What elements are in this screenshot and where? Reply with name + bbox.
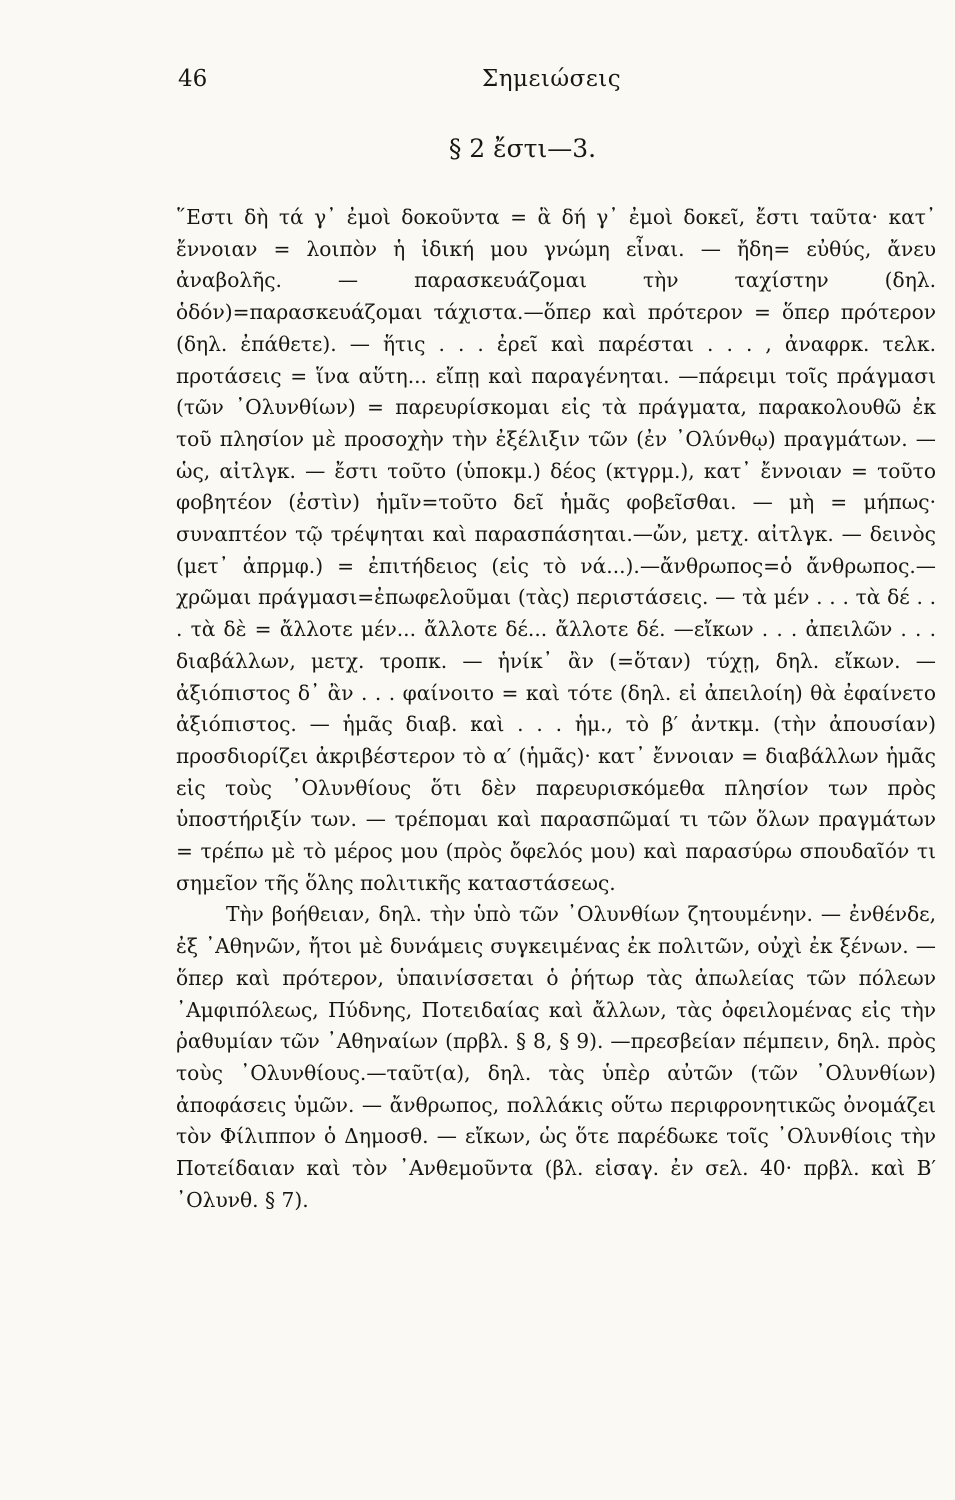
note-paragraph: Τὴν βοήθειαν, δηλ. τὴν ὑπὸ τῶν ᾿Ολυνθίων ζητουμένην. — ἐνθένδε, ἐξ ᾿Αθηνῶν, ἤτοι μὲ δυνάμεις συγκειμένας ἐκ πολιτῶν, οὐχὶ ἐκ ξένων. — ὅπερ καὶ πρότερον, ὑπαινίσσεται ὁ ῥήτωρ τὰς ἀπωλείας τῶν πόλεων ᾿Αμφιπόλεως, Πύδνης, Ποτειδαίας καὶ ἄλλων, τὰς ὀφειλομένας εἰς τὴν ῥαθυμίαν τῶν ᾿Αθηναίων (πρβλ. § 8, § 9). —πρεσβείαν πέμπειν, δηλ. πρὸς τοὺς ᾿Ολυνθίους.—ταῦτ(α), δηλ. τὰς ὑπὲρ αὐτῶν (τῶν ᾿Ολυνθίων) ἀποφάσεις ὑμῶν. — ἄνθρωπος, πολλάκις οὕτω περιφρονητικῶς ὀνομάζει τὸν Φίλιππον ὁ Δημοσθ. — εἴκων, ὡς ὅτε παρέδωκε τοῖς ᾿Ολυνθίοις τὴν Ποτείδαιαν καὶ τὸν ᾿Ανθεμοῦντα (βλ. εἰσαγ. ἐν σελ. 40· πρβλ. καὶ Β′ ᾿Ολυνθ. § 7). <box>176 902 936 1212</box>
page-header <box>178 66 895 102</box>
page-number: 46 <box>178 66 208 92</box>
notes-body <box>176 202 936 1217</box>
section-heading: § 2 ἔστι—3. <box>448 134 597 163</box>
running-title: Σημειώσεις <box>482 66 622 92</box>
note-paragraph: ῞Εστι δὴ τά γ᾽ ἐμοὶ δοκοῦντα = ἃ δή γ᾽ ἐμοὶ δοκεῖ, ἔστι ταῦτα· κατ᾽ ἔννοιαν = λοιπὸν ἡ ἰδική μου γνώμη εἶναι. — ἤδη= εὐθύς, ἄνευ ἀναβολῆς. — παρασκευάζομαι τὴν ταχίστην (δηλ. ὁδόν)=παρασκευάζομαι τάχιστα.—ὅπερ καὶ πρότερον = ὅπερ πρότερον (δηλ. ἐπάθετε). — ἥτις . . . ἐρεῖ καὶ παρέσται . . . , ἀναφρκ. τελκ. προτάσεις = ἵνα αὕτη... εἴπῃ καὶ παραγένηται. —πάρειμι τοῖς πράγμασι (τῶν ᾿Ολυνθίων) = παρευρίσκομαι εἰς τὰ πράγματα, παρακολουθῶ ἐκ τοῦ πλησίον μὲ προσοχὴν τὴν ἐξέλιξιν τῶν (ἐν ᾿Ολύνθῳ) πραγμάτων. — ὡς, αἰτλγκ. — ἔστι τοῦτο (ὑποκμ.) δέος (κτγρμ.), κατ᾽ ἔννοιαν = τοῦτο φοβητέον (ἐστὶν) ἡμῖν=τοῦτο δεῖ ἡμᾶς φοβεῖσθαι. — μὴ = μήπως· συναπτέον τῷ τρέψηται καὶ παρασπάσηται.—ὤν, μετχ. αἰτλγκ. — δεινὸς (μετ᾽ ἀπρμφ.) = ἐπιτήδειος (εἰς τὸ νά...).—ἄνθρωπος=ὁ ἄνθρωπος.— χρῶμαι πράγμασι=ἐπωφελοῦμαι (τὰς) περιστάσεις. — τὰ μέν . . . τὰ δέ . . . τὰ δὲ = ἄλλοτε μέν... ἄλλοτε δέ... ἄλλοτε δέ. —εἴκων . . . ἀπειλῶν . . . διαβάλλων, μετχ. τροπκ. — ἡνίκ᾽ ἂν (=ὅταν) τύχῃ, δηλ. εἴκων. — ἀξιόπιστος δ᾽ ἂν . . . φαίνοιτο = καὶ τότε (δηλ. εἰ ἀπειλοίη) θὰ ἐφαίνετο ἀξιόπιστος. — ἡμᾶς διαβ. καὶ . . . ἡμ., τὸ β′ ἀντκμ. (τὴν ἀπουσίαν) προσδιορίζει ἀκριβέστερον τὸ α′ (ἡμᾶς)· κατ᾽ ἔννοιαν = διαβάλλων ἡμᾶς εἰς τοὺς ᾿Ολυνθίους ὅτι δὲν παρευρισκόμεθα πλησίον των πρὸς ὑποστήριξίν των. — τρέπομαι καὶ παρασπῶμαί τι τῶν ὅλων πραγμάτων = τρέπω μὲ τὸ μέρος μου (πρὸς ὄφελός μου) καὶ παρασύρω σπουδαῖόν τι σημεῖον τῆς ὅλης πολιτικῆς καταστάσεως. <box>176 205 936 895</box>
